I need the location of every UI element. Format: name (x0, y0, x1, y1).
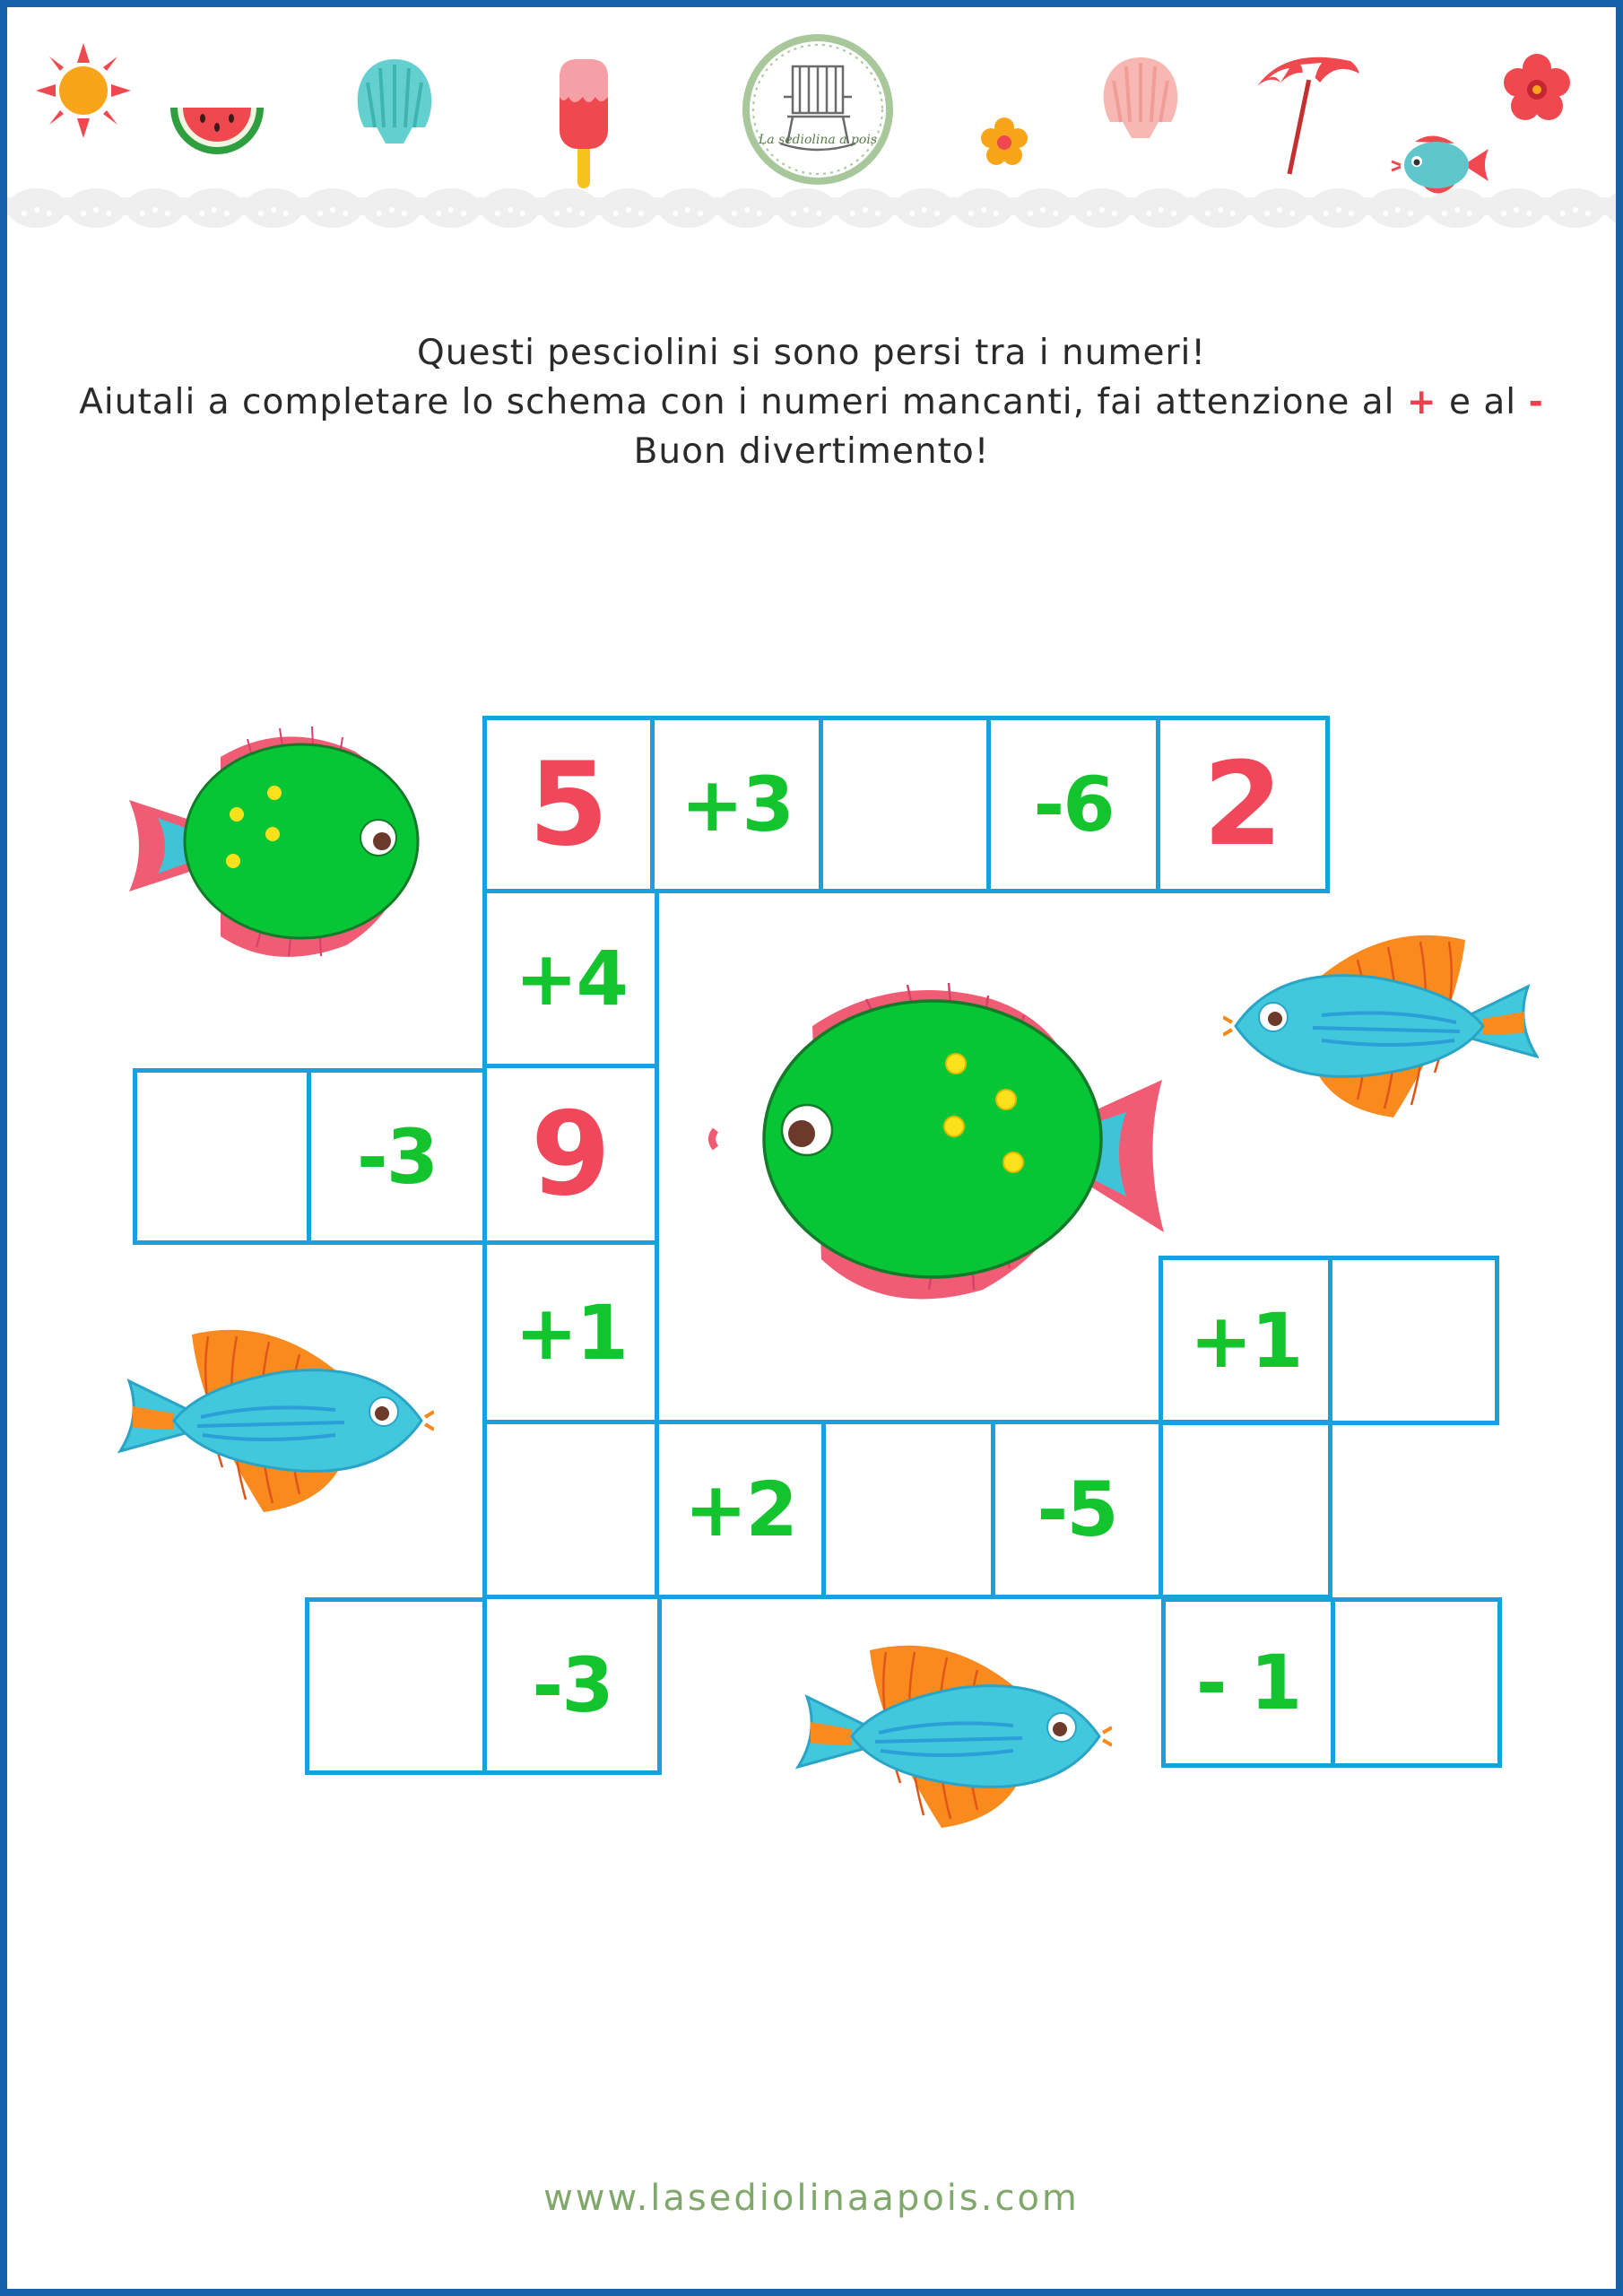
minus-symbol: - (1528, 382, 1544, 422)
puzzle-cell[interactable] (1331, 1597, 1502, 1768)
puzzle-cell[interactable] (305, 1597, 487, 1775)
puzzle-cell: 2 (1156, 716, 1330, 893)
puzzle-cell[interactable] (1159, 1420, 1332, 1599)
instructions-line-1: Questi pesciolini si sono persi tra i numeri! (417, 333, 1206, 373)
puzzle-cell: +1 (482, 1240, 659, 1424)
math-puzzle-grid (7, 7, 1616, 2296)
puzzle-cell: 9 (482, 1064, 659, 1245)
logo-text: La sediolina a pois (758, 133, 878, 147)
puzzle-cell: +2 (655, 1420, 826, 1599)
instructions-line-2-text: Aiutali a completare lo schema con i numeri mancanti, fai attenzione al (79, 382, 1395, 422)
puzzle-cell: - 1 (1161, 1597, 1335, 1768)
puzzle-cell[interactable] (133, 1068, 311, 1245)
website-url[interactable]: www.lasediolinaapois.com (543, 2178, 1080, 2219)
puzzle-cell: -5 (991, 1420, 1163, 1599)
puzzle-cell: +3 (650, 716, 823, 893)
puzzle-cell[interactable] (482, 1420, 659, 1599)
instructions-line-2-and: e al (1449, 382, 1517, 422)
puzzle-cell[interactable] (1328, 1256, 1499, 1425)
puzzle-cell: -3 (307, 1068, 487, 1245)
puzzle-cell: +1 (1159, 1256, 1332, 1425)
puzzle-cell: +4 (482, 889, 659, 1068)
puzzle-cell[interactable] (821, 1420, 995, 1599)
puzzle-cell[interactable] (819, 716, 991, 893)
instructions-line-3: Buon divertimento! (633, 431, 990, 472)
puzzle-cell: -6 (986, 716, 1160, 893)
puzzle-cell: -3 (482, 1595, 662, 1775)
plus-symbol: + (1406, 382, 1437, 422)
puzzle-cell: 5 (482, 716, 655, 893)
